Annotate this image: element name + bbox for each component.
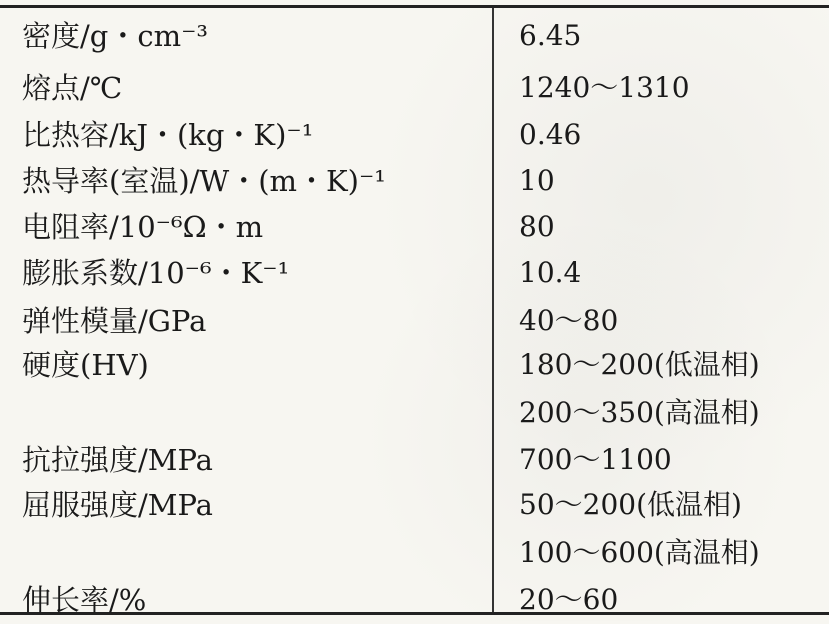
table-row — [0, 249, 829, 297]
property-value: 200～350(高温相) — [519, 396, 760, 429]
table-row — [0, 481, 829, 577]
table-row — [0, 297, 829, 345]
property-value: 40～80 — [519, 304, 619, 337]
property-value: 100～600(高温相) — [519, 536, 760, 569]
property-label: 密度/g・cm⁻³ — [22, 19, 209, 53]
property-value: 700～1100 — [519, 443, 672, 476]
table-row — [0, 64, 829, 112]
property-label: 比热容/kJ・(kg・K)⁻¹ — [22, 118, 314, 152]
table-row — [0, 203, 829, 251]
property-label: 弹性模量/GPa — [22, 304, 207, 338]
property-label: 熔点/℃ — [22, 71, 123, 105]
property-value: 1240～1310 — [519, 71, 690, 104]
property-value: 20～60 — [519, 583, 619, 616]
property-value: 6.45 — [519, 19, 582, 52]
table-row — [0, 157, 829, 205]
property-value: 50～200(低温相) — [519, 488, 742, 521]
property-label: 膨胀系数/10⁻⁶・K⁻¹ — [22, 256, 290, 290]
table-row — [0, 576, 829, 624]
property-label: 屈服强度/MPa — [22, 488, 213, 522]
property-value: 0.46 — [519, 118, 582, 151]
property-value: 80 — [519, 210, 555, 243]
property-label: 电阻率/10⁻⁶Ω・m — [22, 210, 264, 244]
property-label: 硬度(HV) — [22, 348, 149, 382]
table-row — [0, 341, 829, 437]
table-top-rule — [0, 5, 829, 8]
property-value: 180～200(低温相) — [519, 348, 760, 381]
property-value: 10.4 — [519, 256, 582, 289]
property-label: 抗拉强度/MPa — [22, 443, 213, 477]
table-row — [0, 436, 829, 484]
table-row — [0, 111, 829, 159]
property-label: 热导率(室温)/W・(m・K)⁻¹ — [22, 164, 386, 198]
property-label: 伸长率/% — [22, 583, 147, 617]
table-row — [0, 12, 829, 60]
property-value: 10 — [519, 164, 555, 197]
